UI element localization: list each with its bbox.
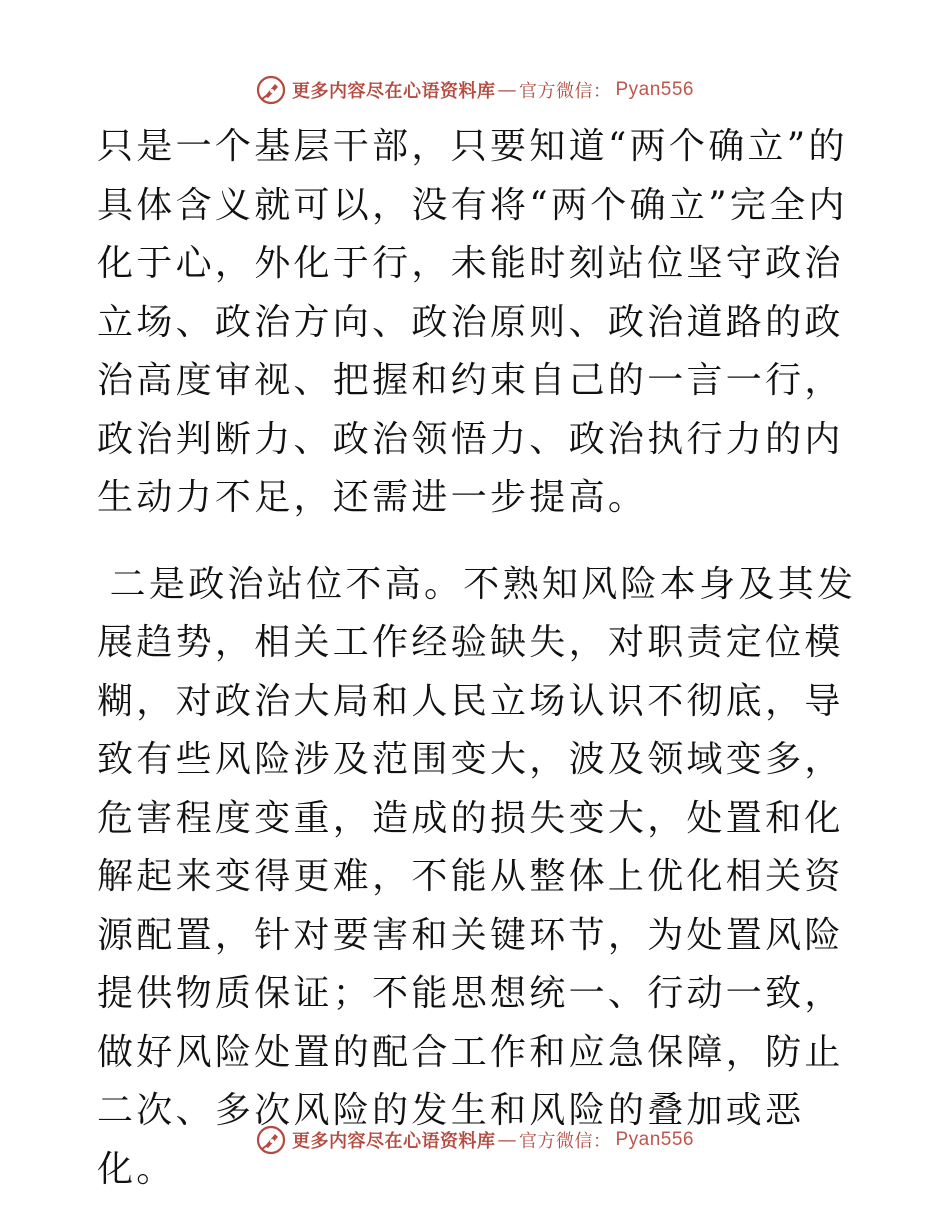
footer-watermark <box>0 1122 950 1158</box>
header-watermark <box>0 72 950 108</box>
watermark-dash: — <box>497 79 517 101</box>
watermark-dash: — <box>497 1129 517 1151</box>
pen-nib-logo-icon <box>256 75 286 105</box>
watermark-wechat-label: 官方微信： <box>518 81 612 102</box>
watermark-account: Pyan556 <box>615 79 694 100</box>
pen-nib-logo-icon <box>256 1125 286 1155</box>
paragraph-2: 二是政治站位不高。不熟知风险本身及其发展趋势，相关工作经验缺失，对职责定位模糊，对政治大局和人民立场认识不彻底，导致有些风险涉及范围变大，波及领域变多，危害程度变重，造成的损失变大，处置和化解起来变得更难，不能从整体上优化相关资源配置，针对要害和关键环节，为处置风险提供物质保证；不能思想统一、行动一致，做好风险处置的配合工作和应急保障，防止二次、多次风险的发生和风险的叠加或恶化。 <box>97 563 857 1190</box>
watermark-text: 更多内容尽在心语资料库 <box>291 81 496 102</box>
paragraph-1: 只是一个基层干部，只要知道“两个确立”的具体含义就可以，没有将“两个确立”完全内化于心，外化于行，未能时刻站位坚守政治立场、政治方向、政治原则、政治道路的政治高度审视、把握和约束自己的一言一行，政治判断力、政治领悟力、政治执行力的内生动力不足，还需进一步提高。 <box>97 126 848 518</box>
watermark-wechat-label: 官方微信： <box>518 1131 612 1152</box>
document-body <box>97 118 857 1199</box>
watermark-account: Pyan556 <box>615 1129 694 1150</box>
watermark-text: 更多内容尽在心语资料库 <box>291 1131 496 1152</box>
